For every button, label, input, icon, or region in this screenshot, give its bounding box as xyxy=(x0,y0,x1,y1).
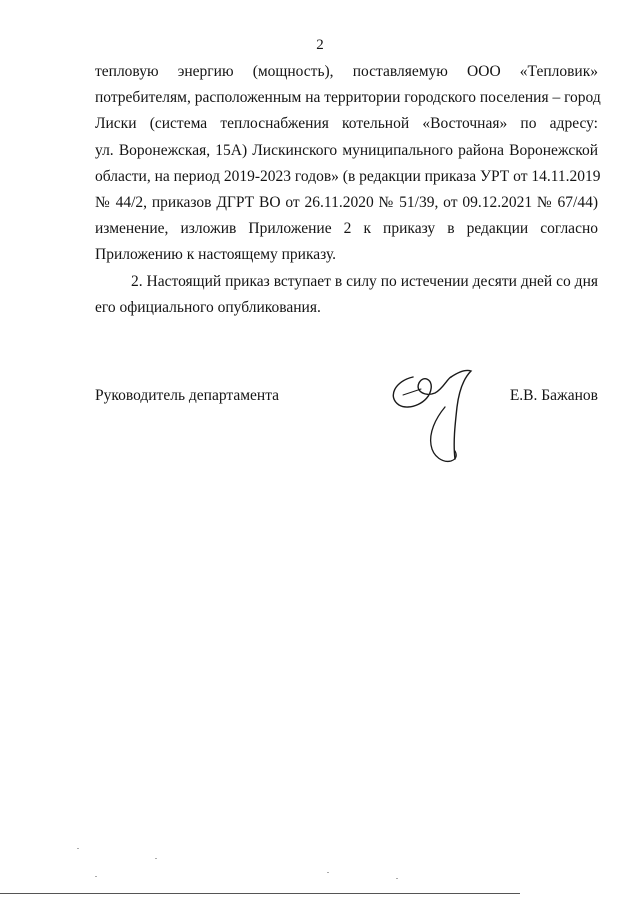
paragraph-1-line-6: № 44/2, приказов ДГРТ ВО от 26.11.2020 № 51/39, от 09.12.2021 № 67/44) xyxy=(95,194,598,212)
paragraph-2-line-1: 2. Настоящий приказ вступает в силу по истечении десяти дней со дня xyxy=(131,272,598,290)
paragraph-1-line-1: тепловую энергию (мощность), поставляемую ООО «Тепловик» xyxy=(95,63,598,80)
page-bottom-rule xyxy=(0,893,520,894)
scan-speck xyxy=(396,878,398,879)
paragraph-1-line-8: Приложению к настоящему приказу. xyxy=(95,246,337,264)
scan-speck xyxy=(327,872,329,873)
handwritten-signature xyxy=(385,367,485,477)
paragraph-2-line-2: его официального опубликования. xyxy=(95,298,321,316)
paragraph-1-line-5: области, на период 2019-2023 годов» (в редакции приказа УРТ от 14.11.2019 xyxy=(95,167,601,185)
signer-title: Руководитель департамента xyxy=(95,387,280,404)
scan-speck xyxy=(95,876,97,877)
scan-speck xyxy=(77,848,79,849)
page-number: 2 xyxy=(316,37,324,53)
paragraph-1-line-4: ул. Воронежская, 15А) Лискинского муниципального района Воронежской xyxy=(95,141,598,159)
paragraph-1-line-3: Лиски (система теплоснабжения котельной «Восточная» по адресу: xyxy=(95,115,598,133)
paragraph-1-line-7: изменение, изложив Приложение 2 к приказу в редакции согласно xyxy=(95,220,598,238)
signature-block xyxy=(95,387,598,487)
document-body xyxy=(95,59,601,321)
paragraph-1-line-2: потребителям, расположенным на территории городского поселения – город xyxy=(95,89,601,107)
scan-speck xyxy=(155,858,157,859)
signer-name: Е.В. Бажанов xyxy=(509,387,598,404)
